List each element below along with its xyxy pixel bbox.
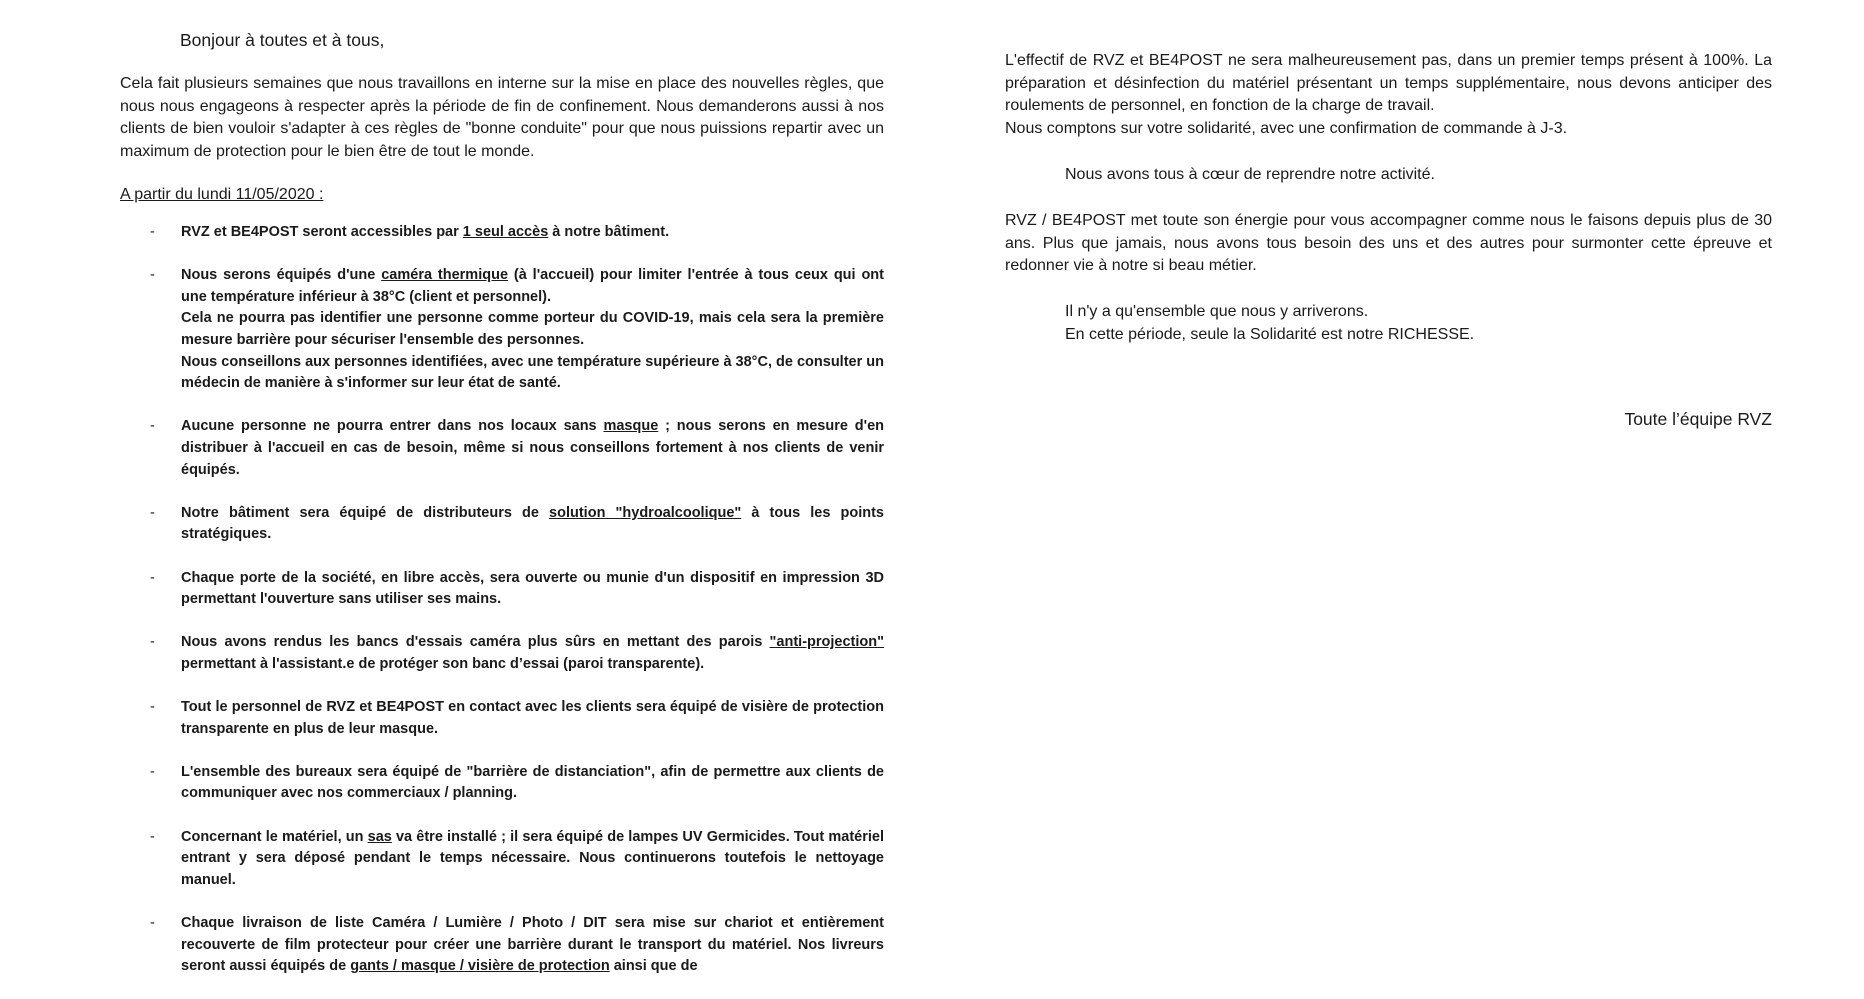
rule-item-distancing (120, 762, 884, 805)
rule-text-part: Notre bâtiment sera équipé de distributeurs de (181, 504, 550, 521)
richesse-line: En cette période, seule la Solidarité est notre RICHESSE. (1065, 325, 1475, 343)
rule-text-underlined: sas (367, 828, 392, 845)
rule-item-delivery (120, 913, 884, 978)
rule-text-underlined: masque (603, 418, 659, 435)
rule-text (181, 632, 884, 675)
bullet-dash: - (150, 224, 155, 240)
rule-item-doors (120, 568, 884, 611)
rule-text-underlined: "anti-projection" (769, 634, 884, 651)
rule-text-part: Nous avons rendus les bancs d'essais caméra plus sûrs en mettant des parois (181, 634, 770, 651)
signature: Toute l’équipe RVZ (1624, 409, 1772, 429)
rules-list (120, 222, 884, 999)
rule-text-underlined: 1 seul accès (462, 224, 549, 240)
bullet-dash: - (150, 418, 155, 435)
energy-paragraph: RVZ / BE4POST met toute son énergie pour vous accompagner comme nous le faisons depuis plus de 30 ans. Plus que jamais, nous avons tous besoin des uns et des autres pour surmonter cette épreuve et redonner vie à notre si beau métier. (1005, 212, 1772, 275)
bullet-dash: - (150, 699, 155, 716)
bullet-dash: - (150, 763, 155, 780)
rule-text-underlined: caméra thermique (381, 267, 509, 284)
rule-text (181, 913, 884, 978)
rule-text-part: Nous serons équipés d'une (181, 267, 382, 284)
rule-text-underlined: gants / masque / visière de protection (350, 958, 610, 975)
rule-text (181, 222, 884, 244)
rule-item-mask (120, 416, 884, 481)
rule-text (181, 416, 884, 481)
rule-text-part: Chaque livraison de liste Caméra / Lumière / Photo / DIT sera mise sur chariot et entièrement recouverte de film protecteur pour créer une barrière durant le transport du matériel. Nos livreurs seront aussi équipés de (181, 915, 884, 975)
closing-lines (1065, 301, 1474, 346)
rule-text: Chaque porte de la société, en libre accès, sera ouverte ou munie d'un dispositif en impression 3D permettant l'ouverture sans utiliser ses mains. (181, 569, 884, 608)
together-line: Il n'y a qu'ensemble que nous y arriverons. (1065, 303, 1369, 320)
staffing-text: L'effectif de RVZ et BE4POST ne sera malheureusement pas, dans un premier temps présent à 100%. La préparation et désinfection du matériel présentant un temps supplémentaire, nous devons anticiper des roulements de personnel, en fonction de la charge de travail. (1005, 52, 1772, 115)
rule-text-part: va être installé ; il sera équipé de lampes UV Germicides. Tout matériel entrant y sera déposé pendant le temps nécessaire. Nous continuerons toutefois le nettoyage manuel. (181, 828, 884, 888)
rule-item-visor (120, 697, 884, 740)
rule-text (181, 827, 884, 892)
rule-item-sas (120, 827, 884, 892)
staffing-paragraph (1005, 50, 1772, 140)
rule-text-part: permettant à l'assistant.e de protéger son banc d’essai (paroi transparente). (181, 655, 705, 672)
rule-text-part: Aucune personne ne pourra entrer dans nos locaux sans (181, 418, 604, 435)
bullet-dash: - (150, 915, 155, 931)
rule-text: L'ensemble des bureaux sera équipé de "barrière de distanciation", afin de permettre aux clients de communiquer avec nos commerciaux / planning. (181, 763, 884, 802)
bullet-dash: - (150, 569, 155, 586)
greeting: Bonjour à toutes et à tous, (180, 30, 385, 50)
solidarity-request-text: Nous comptons sur votre solidarité, avec une confirmation de commande à J-3. (1005, 119, 1568, 137)
rule-subtext: Cela ne pourra pas identifier une personne comme porteur du COVID-19, mais cela sera la première mesure barrière pour sécuriser l'ensemble des personnes. (181, 310, 884, 348)
rule-item-anti-projection (120, 632, 884, 675)
rule-text-part: à notre bâtiment. (548, 224, 670, 240)
rule-text-part: RVZ et BE4POST seront accessibles par (181, 224, 463, 240)
rule-subtext: Nous conseillons aux personnes identifiées, avec une température supérieure à 38°C, de consulter un médecin de manière à s'informer sur leur état de santé. (181, 353, 884, 392)
rule-item-thermal-camera (120, 265, 884, 395)
rule-text-part: ainsi que de (609, 958, 698, 975)
rule-text: Tout le personnel de RVZ et BE4POST en contact avec les clients sera équipé de visière de protection transparente en plus de leur masque. (181, 699, 884, 737)
rule-item-single-access (120, 222, 884, 244)
rule-text (181, 503, 884, 546)
bullet-dash: - (150, 267, 155, 284)
date-heading: A partir du lundi 11/05/2020 : (120, 186, 324, 203)
rule-text-part: Concernant le matériel, un (181, 828, 368, 845)
rule-text-part: à tous les points stratégiques. (181, 504, 884, 543)
intro-paragraph: Cela fait plusieurs semaines que nous travaillons en interne sur la mise en place des nouvelles règles, que nous nous engageons à respecter après la période de fin de confinement. Nous demanderons aussi à nos clients de bien vouloir s'adapter à ces règles de "bonne conduite" pour que nous puissions repartir avec un maximum de protection pour le bien être de tout le monde. (120, 75, 884, 160)
rule-text-part: (à l'accueil) pour limiter l'entrée à tous ceux qui ont une température inférieur à 38°C (client et personnel). (181, 267, 884, 305)
bullet-dash: - (150, 828, 155, 845)
rule-text (181, 265, 884, 308)
bullet-dash: - (150, 504, 155, 521)
resume-activity-line: Nous avons tous à cœur de reprendre notre activité. (1065, 166, 1435, 183)
rule-item-hydroalcoholic (120, 503, 884, 546)
rule-text-part: ; nous serons en mesure d'en distribuer à l'accueil en cas de besoin, même si nous conseillons fortement à nos clients de venir équipés. (181, 418, 884, 478)
bullet-dash: - (150, 634, 155, 651)
rule-text-underlined: solution "hydroalcoolique" (549, 504, 742, 521)
